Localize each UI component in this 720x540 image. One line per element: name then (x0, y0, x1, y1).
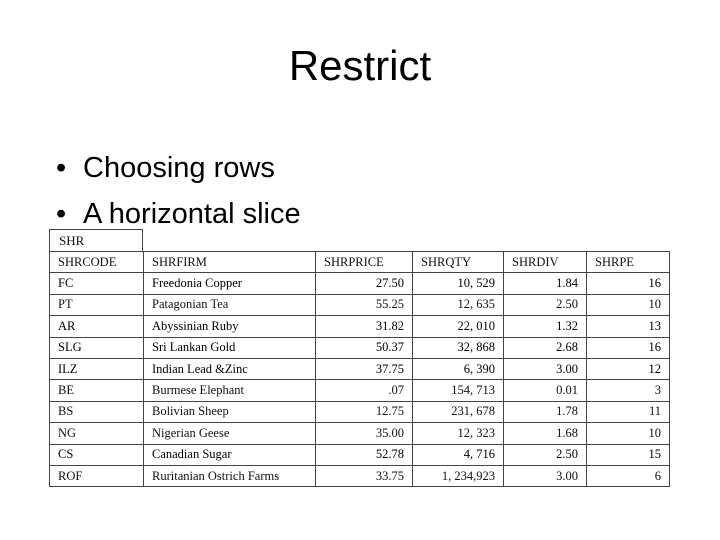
table-row (50, 444, 670, 465)
table-row (50, 273, 670, 294)
table-cell: NG (50, 423, 144, 444)
table-row (50, 423, 670, 444)
table-cell: 6 (587, 465, 670, 486)
table-cell: 2.50 (504, 294, 587, 315)
table-cell: 1.78 (504, 401, 587, 422)
table-cell: 52.78 (316, 444, 413, 465)
column-header: SHRDIV (504, 252, 587, 273)
table-cell: 1.32 (504, 316, 587, 337)
table-row (50, 316, 670, 337)
bullet-text: A horizontal slice (83, 198, 301, 230)
table-cell: 10 (587, 294, 670, 315)
column-header: SHRPRICE (316, 252, 413, 273)
table-cell: 3 (587, 380, 670, 401)
table-cell: 12, 635 (413, 294, 504, 315)
table-cell: Burmese Elephant (144, 380, 316, 401)
table-cell: 16 (587, 273, 670, 294)
table-row (50, 380, 670, 401)
column-header: SHRCODE (50, 252, 144, 273)
table-cell: 1, 234,923 (413, 465, 504, 486)
table-cell: Patagonian Tea (144, 294, 316, 315)
table-cell: 31.82 (316, 316, 413, 337)
slide-title: Restrict (288, 42, 432, 89)
table-cell: 1.68 (504, 423, 587, 444)
table-cell: Abyssinian Ruby (144, 316, 316, 337)
table-cell: BS (50, 401, 144, 422)
table-cell: Indian Lead &Zinc (144, 358, 316, 379)
bullet-list (56, 148, 301, 240)
relation-name: SHR (49, 229, 143, 251)
bullet-item (56, 148, 301, 194)
table-cell: AR (50, 316, 144, 337)
table-cell: BE (50, 380, 144, 401)
table-cell: 22, 010 (413, 316, 504, 337)
bullet-glyph: • (56, 198, 67, 230)
table-cell: 13 (587, 316, 670, 337)
shr-table-container (49, 229, 669, 487)
table-cell: Nigerian Geese (144, 423, 316, 444)
column-header: SHRFIRM (144, 252, 316, 273)
table-cell: .07 (316, 380, 413, 401)
table-row (50, 401, 670, 422)
table-cell: 2.68 (504, 337, 587, 358)
table-cell: 6, 390 (413, 358, 504, 379)
table-cell: 27.50 (316, 273, 413, 294)
shr-table (49, 251, 670, 487)
table-cell: ROF (50, 465, 144, 486)
bullet-text: Choosing rows (83, 152, 275, 184)
table-cell: Canadian Sugar (144, 444, 316, 465)
table-cell: Bolivian Sheep (144, 401, 316, 422)
table-cell: 2.50 (504, 444, 587, 465)
table-cell: 16 (587, 337, 670, 358)
table-cell: FC (50, 273, 144, 294)
table-row (50, 465, 670, 486)
table-cell: 15 (587, 444, 670, 465)
table-cell: Ruritanian Ostrich Farms (144, 465, 316, 486)
column-header: SHRPE (587, 252, 670, 273)
table-cell: 3.00 (504, 465, 587, 486)
table-cell: ILZ (50, 358, 144, 379)
table-cell: CS (50, 444, 144, 465)
table-cell: 4, 716 (413, 444, 504, 465)
table-cell: Freedonia Copper (144, 273, 316, 294)
table-cell: SLG (50, 337, 144, 358)
table-cell: 1.84 (504, 273, 587, 294)
table-row (50, 337, 670, 358)
table-cell: 154, 713 (413, 380, 504, 401)
column-header: SHRQTY (413, 252, 504, 273)
table-cell: 37.75 (316, 358, 413, 379)
table-cell: 12, 323 (413, 423, 504, 444)
table-cell: 10 (587, 423, 670, 444)
table-cell: 12 (587, 358, 670, 379)
table-cell: 12.75 (316, 401, 413, 422)
table-cell: 55.25 (316, 294, 413, 315)
table-cell: 33.75 (316, 465, 413, 486)
bullet-glyph: • (56, 152, 67, 184)
table-row (50, 358, 670, 379)
table-cell: Sri Lankan Gold (144, 337, 316, 358)
table-cell: 10, 529 (413, 273, 504, 294)
table-cell: 231, 678 (413, 401, 504, 422)
table-cell: 50.37 (316, 337, 413, 358)
table-cell: 35.00 (316, 423, 413, 444)
table-cell: 3.00 (504, 358, 587, 379)
table-row (50, 294, 670, 315)
table-header-row (50, 252, 670, 273)
table-cell: 11 (587, 401, 670, 422)
table-cell: 0.01 (504, 380, 587, 401)
table-cell: 32, 868 (413, 337, 504, 358)
table-cell: PT (50, 294, 144, 315)
